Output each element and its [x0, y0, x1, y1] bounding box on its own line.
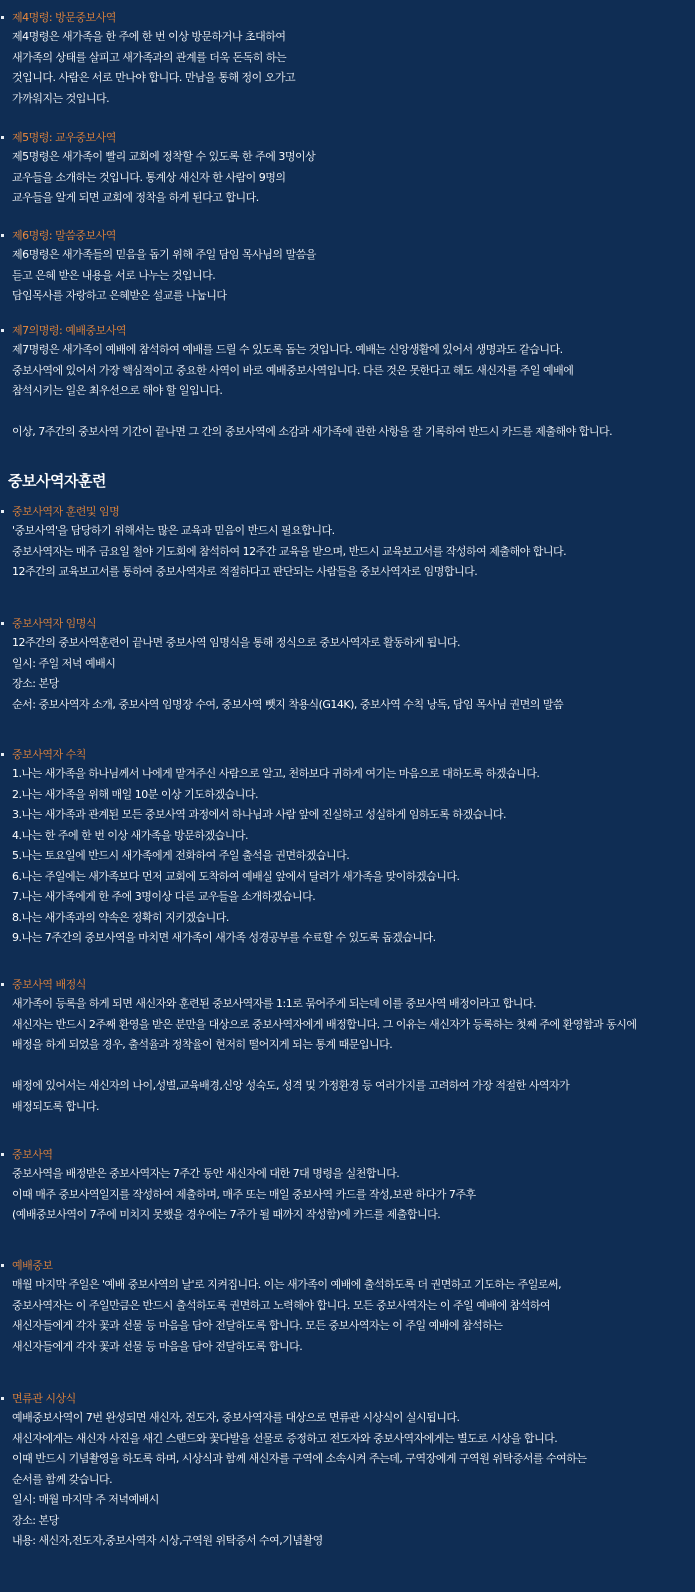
text-line: 새가족의 상태를 살피고 새가족과의 관계를 더욱 돈독히 하는: [12, 50, 287, 64]
text-line: 내용: 새신자,전도자,중보사역자 시상,구역원 위탁증서 수여,기념촬영: [12, 1534, 323, 1547]
section-rules: [0, 746, 695, 949]
text-line: 제5명령은 새가족이 빨리 교회에 정착할 수 있도록 한 주에 3명이상: [12, 150, 316, 163]
text-line: 중보사역에 있어서 가장 핵심적이고 중요한 사역이 바로 예배중보사역입니다. 다른 것은 못한다고 해도 새신자를 주일 예배에: [12, 363, 574, 377]
bullet-icon: [1, 753, 4, 756]
text-line: 순서를 함께 갖습니다.: [12, 1472, 113, 1486]
text-line: 가까워지는 것입니다.: [12, 91, 110, 105]
section-command-4: [0, 9, 695, 109]
text-line: 배정을 하게 되었을 경우, 출석율과 정착율이 현저히 떨어지게 되는 통계 때문입니다.: [12, 1038, 393, 1051]
text-line: 장소: 본당: [12, 677, 59, 690]
section-title: 제7의명령: 예배중보사역: [12, 324, 126, 337]
rule-item: 8.나는 새가족과의 약속은 정확히 지키겠습니다.: [12, 910, 229, 924]
text-line: '중보사역'을 담당하기 위해서는 많은 교육과 믿음이 반드시 필요합니다.: [12, 524, 335, 537]
text-line: 제7명령은 새가족이 예배에 참석하여 예배를 드릴 수 있도록 돕는 것입니다. 예배는 신앙생활에 있어서 생명과도 같습니다.: [12, 343, 563, 356]
section-crown-ceremony: [0, 1390, 695, 1552]
bullet-icon: [1, 16, 4, 19]
text-line: 이때 매주 중보사역일지를 작성하여 제출하며, 매주 또는 매일 중보사역 카드를 작성,보관 하다가 7주후: [12, 1187, 476, 1201]
rule-item: 2.나는 새가족을 위해 매일 10분 이상 기도하겠습니다.: [12, 787, 258, 801]
section-title: 제6명령: 말씀중보사역: [12, 229, 116, 242]
text-line: 새가족이 등록을 하게 되면 새신자와 훈련된 중보사역자를 1:1로 묶어주게 되는데 이를 중보사역 배정이라고 합니다.: [12, 997, 536, 1010]
text-line: 것입니다. 사람은 서로 만나야 합니다. 만남을 통해 정이 오가고: [12, 71, 296, 84]
section-title: 면류관 시상식: [12, 1392, 76, 1405]
text-line: 새신자에게는 새신자 사진을 새긴 스탠드와 꽃다발을 선물로 증정하고 전도자와 중보사역자에게는 별도로 시상을 합니다.: [12, 1431, 558, 1445]
text-line: 이때 반드시 기념촬영을 하도록 하며, 시상식과 함께 새신자를 구역에 소속시켜 주는데, 구역장에게 구역원 위탁증서를 수여하는: [12, 1452, 587, 1465]
rule-item: 6.나는 주일에는 새가족보다 먼저 교회에 도착하여 예배실 앞에서 달려가 새가족을 맞이하겠습니다.: [12, 869, 460, 883]
section-command-5: [0, 129, 695, 209]
section-title: 중보사역: [12, 1148, 53, 1161]
section-title: 중보사역자 훈련및 임명: [12, 505, 120, 518]
section-title: 중보사역자 임명식: [12, 617, 97, 630]
rule-item: 1.나는 새가족을 하나님께서 나에게 맡겨주신 사람으로 알고, 천하보다 귀하게 여기는 마음으로 대하도록 하겠습니다.: [12, 767, 540, 780]
text-line: 일시: 매월 마지막 주 저녁예배시: [12, 1493, 159, 1506]
section-title: 중보사역자 수칙: [12, 748, 86, 761]
text-line: 담임목사를 자랑하고 은혜받은 설교를 나눕니다: [12, 289, 227, 302]
bullet-icon: [1, 234, 4, 237]
rule-item: 7.나는 새가족에게 한 주에 3명이상 다른 교우들을 소개하겠습니다.: [12, 890, 316, 903]
section-worship-intercession: [0, 1257, 695, 1357]
section-training-appointment: [0, 503, 695, 583]
text-line: 교우들을 소개하는 것입니다. 통계상 새신자 한 사람이 9명의: [12, 170, 286, 184]
text-line: 중보사역자는 이 주일만큼은 반드시 출석하도록 권면하고 노력해야 합니다. 모든 중보사역자는 이 주일 예배에 참석하여: [12, 1298, 551, 1312]
bullet-icon: [1, 329, 4, 332]
section-assignment: [0, 976, 695, 1117]
bullet-icon: [1, 622, 4, 625]
text-line: 장소: 본당: [12, 1513, 59, 1527]
text-line: 제6명령은 새가족들의 믿음을 돕기 위해 주일 담임 목사님의 말씀을: [12, 248, 316, 261]
text-line: 새신자들에게 각자 꽃과 선물 등 마음을 담아 전달하도록 합니다. 모든 중보사역자는 이 주일 예배에 참석하는: [12, 1319, 503, 1332]
text-line: 배정되도록 합니다.: [12, 1099, 100, 1113]
rule-item: 5.나는 토요일에 반드시 새가족에게 전화하여 주일 출석을 권면하겠습니다.: [12, 849, 350, 862]
training-heading: 중보사역자훈련: [8, 472, 106, 490]
text-line: 일시: 주일 저녁 예배시: [12, 656, 116, 670]
text-line: 12주간의 중보사역훈련이 끝나면 중보사역 임명식을 통해 정식으로 중보사역자로 활동하게 됩니다.: [12, 636, 460, 649]
text-line: 예배중보사역이 7번 완성되면 새신자, 전도자, 중보사역자를 대상으로 면류관 시상식이 실시됩니다.: [12, 1411, 460, 1424]
section-title: 제5명령: 교우중보사역: [12, 131, 116, 144]
section-command-6: [0, 227, 695, 307]
rule-item: 3.나는 새가족과 관계된 모든 중보사역 과정에서 하나님과 사람 앞에 진실하고 성실하게 임하도록 하겠습니다.: [12, 808, 506, 821]
bullet-icon: [1, 1264, 4, 1267]
bullet-icon: [1, 1153, 4, 1156]
text-line: 새신자들에게 각자 꽃과 선물 등 마음을 담아 전달하도록 합니다.: [12, 1339, 303, 1353]
rule-item: 4.나는 한 주에 한 번 이상 새가족을 방문하겠습니다.: [12, 828, 248, 842]
text-line: 새신자는 반드시 2주째 환영을 받은 분만을 대상으로 중보사역자에게 배정합니다. 그 이유는 새신자가 등록하는 첫째 주에 환영함과 동시에: [12, 1017, 637, 1031]
bullet-icon: [1, 136, 4, 139]
text-line: 듣고 은혜 받은 내용을 서로 나누는 것입니다.: [12, 268, 216, 282]
text-line: (예배중보사역이 7주에 미치지 못했을 경우에는 7주가 될 때까지 작성함)에 카드를 제출합니다.: [12, 1208, 441, 1221]
text-line: 12주간의 교육보고서를 통하여 중보사역자로 적절하다고 판단되는 사람들을 중보사역자로 임명합니다.: [12, 565, 478, 578]
text-line: 제4명령은 새가족을 한 주에 한 번 이상 방문하거나 초대하여: [12, 30, 286, 43]
text-line: 중보사역을 배정받은 중보사역자는 7주간 동안 새신자에 대한 7대 명령을 실천합니다.: [12, 1167, 400, 1180]
text-line: 순서: 중보사역자 소개, 중보사역 임명장 수여, 중보사역 뺏지 착용식(G14K), 중보사역 수칙 낭독, 담임 목사님 권면의 말씀: [12, 697, 564, 711]
bullet-icon: [1, 983, 4, 986]
rule-item: 9.나는 7주간의 중보사역을 마치면 새가족이 새가족 성경공부를 수료할 수 있도록 돕겠습니다.: [12, 931, 436, 944]
text-line: 중보사역자는 매주 금요일 철야 기도회에 참석하여 12주간 교육을 받으며, 반드시 교육보고서를 작성하여 제출해야 합니다.: [12, 544, 567, 558]
bullet-icon: [1, 1397, 4, 1400]
section-title: 제4명령: 방문중보사역: [12, 11, 116, 24]
text-line: 교우들을 알게 되면 교회에 정착을 하게 된다고 합니다.: [12, 191, 259, 204]
section-intercession: [0, 1146, 695, 1226]
section-appointment-ceremony: [0, 615, 695, 715]
section-title: 예배중보: [12, 1259, 53, 1272]
text-line: 배정에 있어서는 새신자의 나이,성별,교육배경,신앙 성숙도, 성격 및 가정환경 등 여러가지를 고려하여 가장 적절한 사역자가: [12, 1079, 570, 1092]
section-command-7: [0, 322, 695, 443]
bullet-icon: [1, 510, 4, 513]
text-line: 참석시키는 일은 최우선으로 해야 할 일입니다.: [12, 384, 223, 397]
section-title: 중보사역 배정식: [12, 978, 86, 991]
text-line: 매월 마지막 주일은 '예배 중보사역의 날'로 지켜집니다. 이는 새가족이 예배에 출석하도록 더 권면하고 기도하는 주일로써,: [12, 1278, 562, 1291]
text-line: 이상, 7주간의 중보사역 기간이 끝나면 그 간의 중보사역에 소감과 새가족에 관한 사항을 잘 기록하여 반드시 카드를 제출해야 합니다.: [12, 425, 613, 438]
